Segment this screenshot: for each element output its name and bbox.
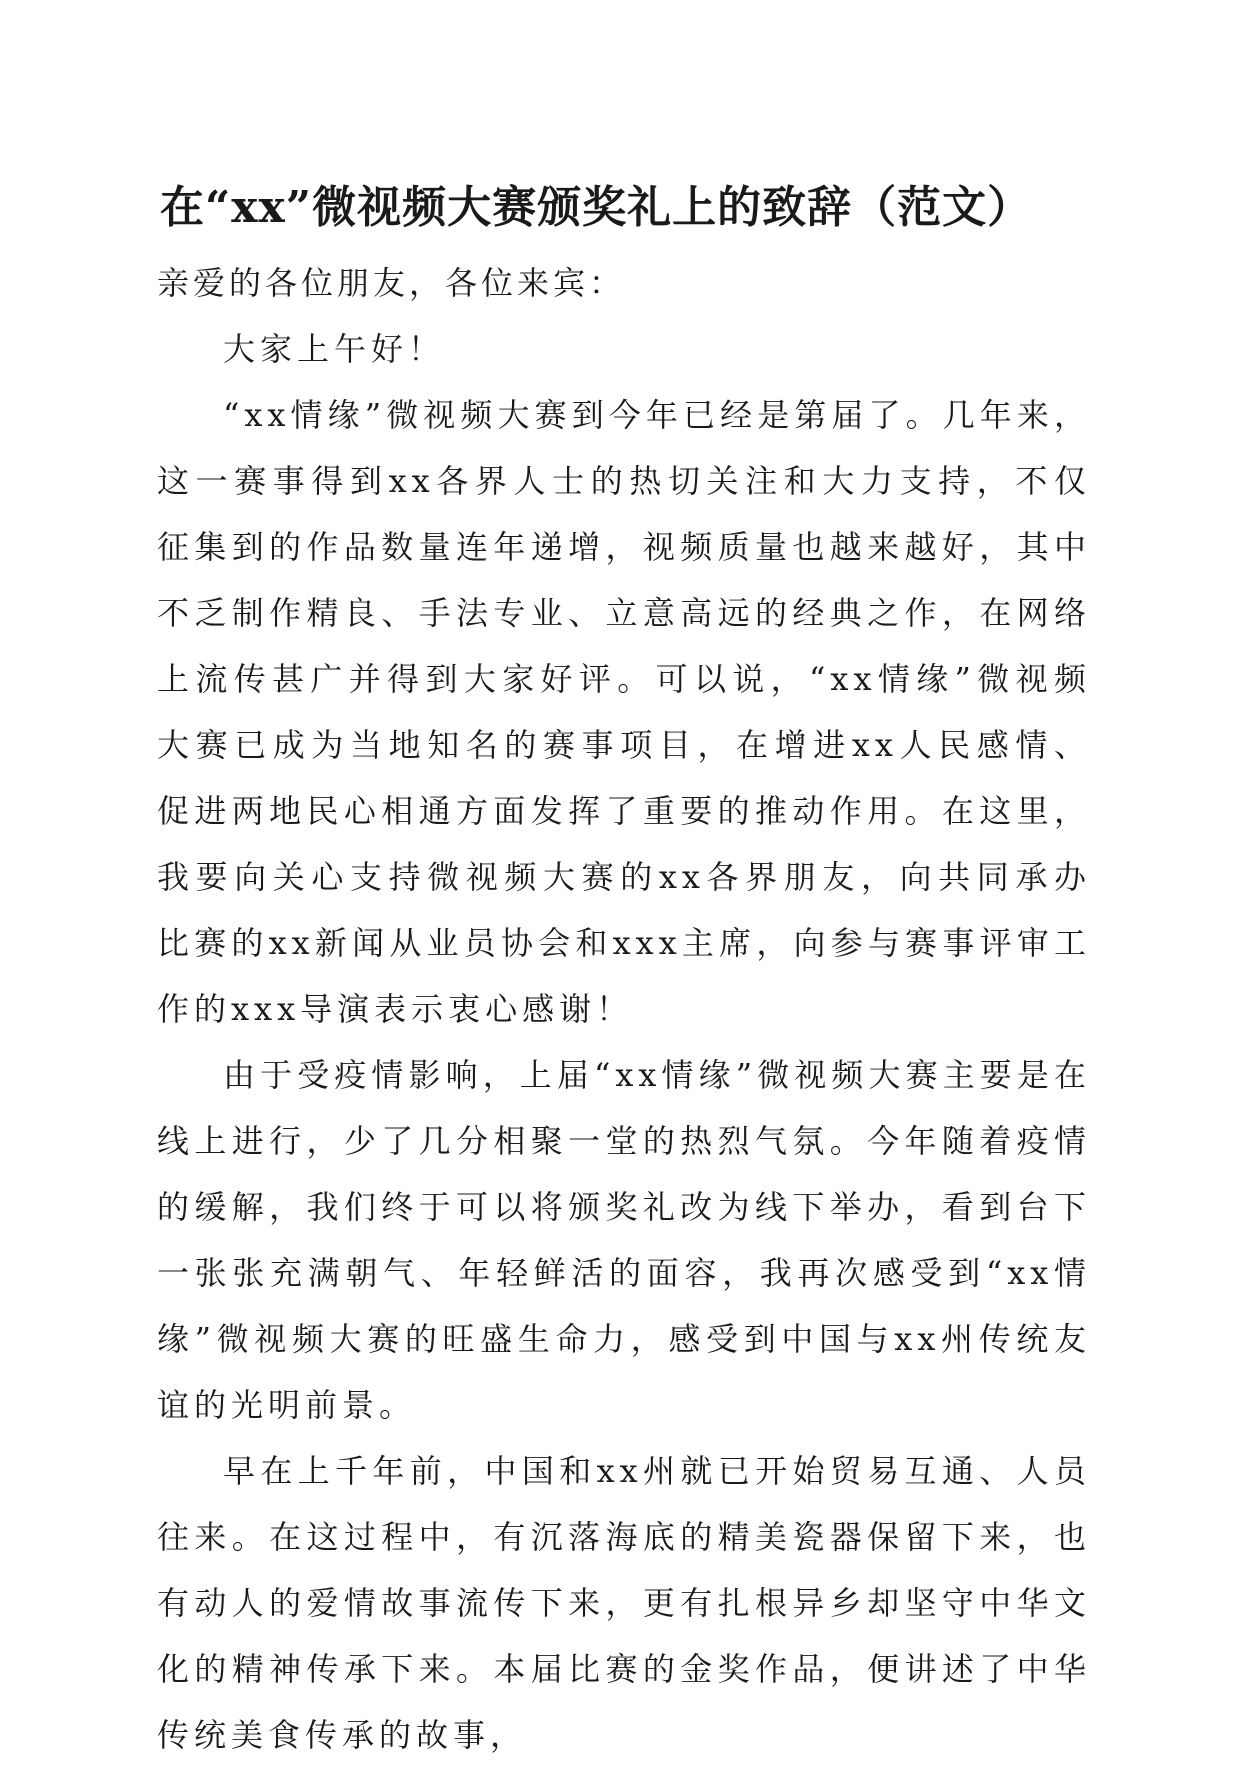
paragraph-opening: 大家上午好！ [223, 330, 446, 368]
document-body [157, 250, 1091, 1768]
document-title: 在“xx”微视频大赛颁奖礼上的致辞（范文） [160, 182, 1033, 233]
paragraph-thanks: “xx情缘”微视频大赛到今年已经是第届了。几年来，这一赛事得到xx各界人士的热切关注和大力支持，不仅征集到的作品数量连年递增，视频质量也越来越好，其中不乏制作精良、手法专业、立意高远的经典之作，在网络上流传甚广并得到大家好评。可以说，“xx情缘”微视频大赛已成为当地知名的赛事项目，在增进xx人民感情、促进两地民心相通方面发挥了重要的推动作用。在这里，我要向关心支持微视频大赛的xx各界朋友，向共同承办比赛的xx新闻从业员协会和xxx主席，向参与赛事评审工作的xxx导演表示衷心感谢！ [157, 396, 1091, 1028]
paragraph-epidemic: 由于受疫情影响，上届“xx情缘”微视频大赛主要是在线上进行，少了几分相聚一堂的热烈气氛。今年随着疫情的缓解，我们终于可以将颁奖礼改为线下举办，看到台下一张张充满朝气、年轻鲜活的面容，我再次感受到“xx情缘”微视频大赛的旺盛生命力，感受到中国与xx州传统友谊的光明前景。 [157, 1056, 1091, 1424]
salutation: 亲爱的各位朋友，各位来宾： [157, 264, 626, 302]
paragraph-history: 早在上千年前，中国和xx州就已开始贸易互通、人员往来。在这过程中，有沉落海底的精美瓷器保留下来，也有动人的爱情故事流传下来，更有扎根异乡却坚守中华文化的精神传承下来。本届比赛的金奖作品，便讲述了中华传统美食传承的故事， [157, 1452, 1091, 1754]
